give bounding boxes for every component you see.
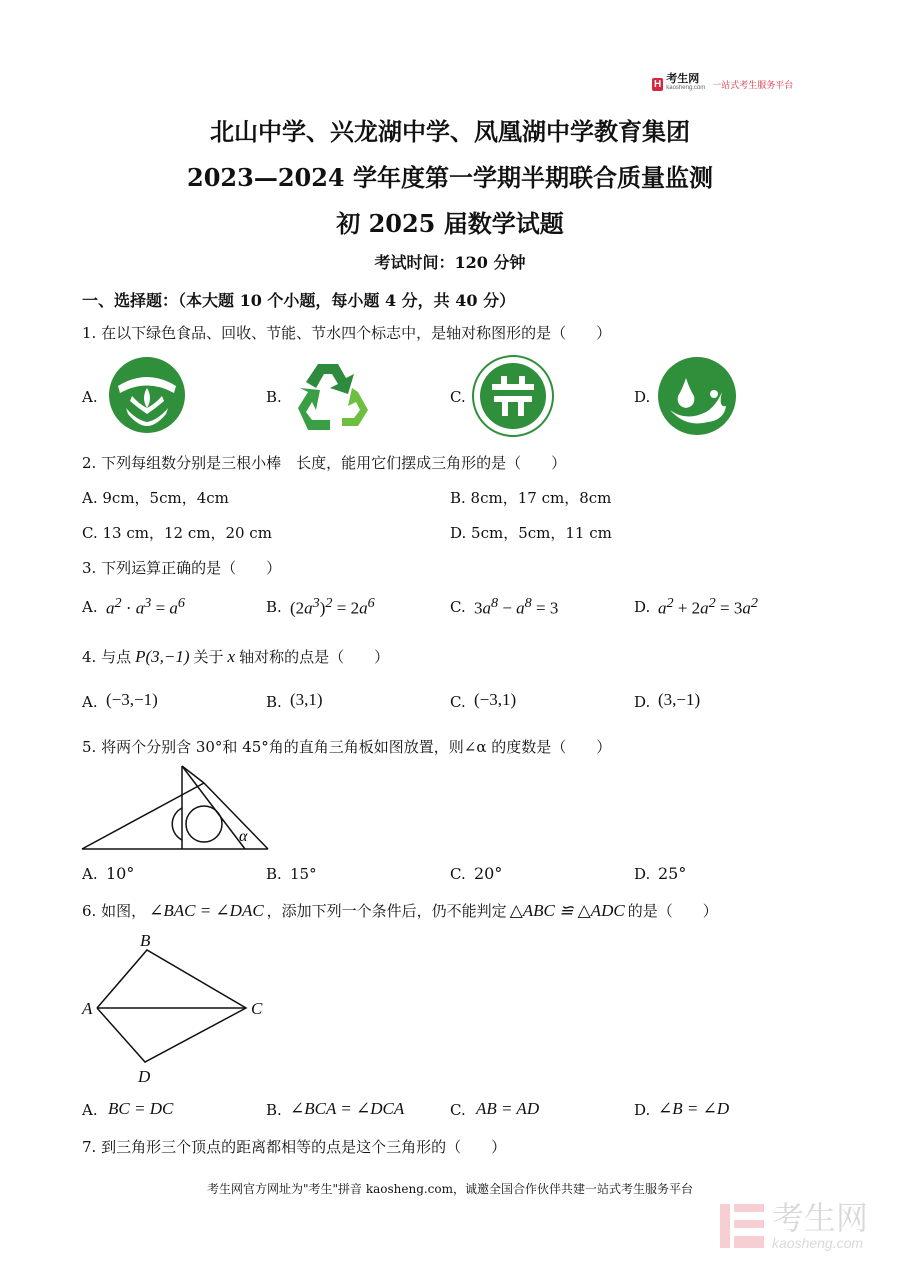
q6-option-a: BC = DC <box>108 1099 174 1118</box>
title-line3: 初 2025 届数学试题 <box>336 209 564 238</box>
water-saving-logo <box>656 356 738 436</box>
recycle-logo <box>290 354 374 434</box>
q6-stem-part2: ，添加下列一个条件后，仍不能判定 <box>266 902 507 920</box>
q4-point: P(3,−1) <box>135 647 190 666</box>
q2-option-a: A. 9cm，5cm，4cm <box>82 489 229 507</box>
q5-option-c: 20° <box>474 864 503 883</box>
q6-label-c: C. <box>450 1101 466 1119</box>
brand-logo-icon: H <box>654 78 662 90</box>
q3-stem: 3. 下列运算正确的是（ ） <box>82 559 282 577</box>
q6-label-b: B. <box>266 1101 282 1119</box>
energy-saving-logo <box>470 354 556 438</box>
q3-label-d: D. <box>634 598 651 616</box>
q3-option-b-expr: $(2a^3)^2 = 2a^6$ <box>290 595 375 618</box>
q1-label-a: A. <box>82 388 98 406</box>
q4-stem <box>82 646 389 667</box>
green-food-logo <box>108 356 186 434</box>
q5-label-c: C. <box>450 865 466 883</box>
q5-option-b: 15° <box>290 865 317 883</box>
q4-label-a: A. <box>82 693 98 711</box>
q3-label-b: B. <box>266 598 282 616</box>
title-line2: 2023—2024 学年度第一学期半期联合质量监测 <box>187 163 713 192</box>
alpha-label: α <box>239 828 248 845</box>
q3-option-c-expr: $3a^8 - a^8 = 3$ <box>474 595 559 618</box>
brand-logo <box>652 74 793 94</box>
q6-congruence: △ABC ≌ △ADC <box>509 901 625 920</box>
q6-label-d: D. <box>634 1101 651 1119</box>
q4-option-a: (−3,−1) <box>106 690 158 709</box>
q6-option-c: AB = AD <box>476 1099 540 1118</box>
q6-option-d: ∠B = ∠D <box>658 1099 730 1118</box>
q7-stem: 7. 到三角形三个顶点的距离都相等的点是这个三角形的（ ） <box>82 1138 507 1156</box>
q2-option-c: C. 13 cm，12 cm，20 cm <box>82 524 272 542</box>
q5-stem: 5. 将两个分别含 30°和 45°角的直角三角板如图放置，则∠α 的度数是（ ） <box>82 738 612 756</box>
q1-stem: 1. 在以下绿色食品、回收、节能、节水四个标志中，是轴对称图形的是（ ） <box>82 324 612 342</box>
kite-figure <box>78 928 274 1090</box>
q5-label-a: A. <box>82 865 98 883</box>
q1-label-d: D. <box>634 388 651 406</box>
title-line1: 北山中学、兴龙湖中学、凤凰湖中学教育集团 <box>210 117 690 146</box>
brand-domain: kaosheng.com <box>666 85 706 91</box>
q4-label-b: B. <box>266 693 282 711</box>
point-d-label: D <box>138 1067 151 1086</box>
q6-option-b: ∠BCA = ∠DCA <box>290 1099 405 1118</box>
q6-stem <box>82 900 718 921</box>
watermark-en: kaosheng.com <box>772 1235 864 1251</box>
q4-label-c: C. <box>450 693 466 711</box>
brand-slogan: 一站式考生服务平台 <box>712 79 794 90</box>
q3-option-d-expr: $a^2 + 2a^2 = 3a^2$ <box>658 595 758 618</box>
q6-stem-part1: 6. 如图， <box>82 902 147 920</box>
point-c-label: C <box>251 999 263 1018</box>
q6-stem-part3: 的是（ ） <box>627 902 718 920</box>
watermark-cn: 考生网 <box>772 1199 869 1237</box>
watermark <box>718 1200 868 1252</box>
q3-option-a-expr: $a^2 \cdot a^3 = a^6$ <box>106 595 185 618</box>
set-squares-figure <box>80 764 272 854</box>
footer-text: 考生网官方网址为"考生"拼音 kaosheng.com，诚邀全国合作伙伴共建一站式考生服务平台 <box>206 1182 694 1196</box>
q3-label-a: A. <box>82 598 98 616</box>
section-heading: 一、选择题：（本大题 10 个小题，每小题 4 分，共 40 分） <box>82 291 516 310</box>
q1-label-b: B. <box>266 388 282 406</box>
q4-axis: x <box>227 647 236 666</box>
q4-label-d: D. <box>634 693 651 711</box>
q6-label-a: A. <box>82 1101 98 1119</box>
watermark-logo-icon <box>718 1200 766 1252</box>
q5-label-b: B. <box>266 865 282 883</box>
q4-stem-part3: 轴对称的点是（ ） <box>239 648 390 666</box>
q5-option-d: 25° <box>658 864 687 883</box>
q2-option-b: B. 8cm，17 cm，8cm <box>450 489 612 507</box>
q4-option-c: (−3,1) <box>474 690 517 709</box>
q5-label-d: D. <box>634 865 651 883</box>
q2-option-d: D. 5cm，5cm，11 cm <box>450 524 612 542</box>
q1-label-c: C. <box>450 388 466 406</box>
point-a-label: A <box>82 999 93 1018</box>
q4-option-d: (3,−1) <box>658 690 701 709</box>
q4-stem-part2: 关于 <box>193 648 224 666</box>
q6-given: ∠BAC = ∠DAC <box>149 901 264 920</box>
point-b-label: B <box>140 931 151 950</box>
q4-stem-part1: 4. 与点 <box>82 648 132 666</box>
q5-option-a: 10° <box>106 864 135 883</box>
brand-name: 考生网 <box>666 73 700 85</box>
q2-stem: 2. 下列每组数分别是三根小棒 长度，能用它们摆成三角形的是（ ） <box>82 454 567 472</box>
q4-option-b: (3,1) <box>290 690 323 709</box>
q3-label-c: C. <box>450 598 466 616</box>
exam-time: 考试时间：120 分钟 <box>374 253 526 272</box>
